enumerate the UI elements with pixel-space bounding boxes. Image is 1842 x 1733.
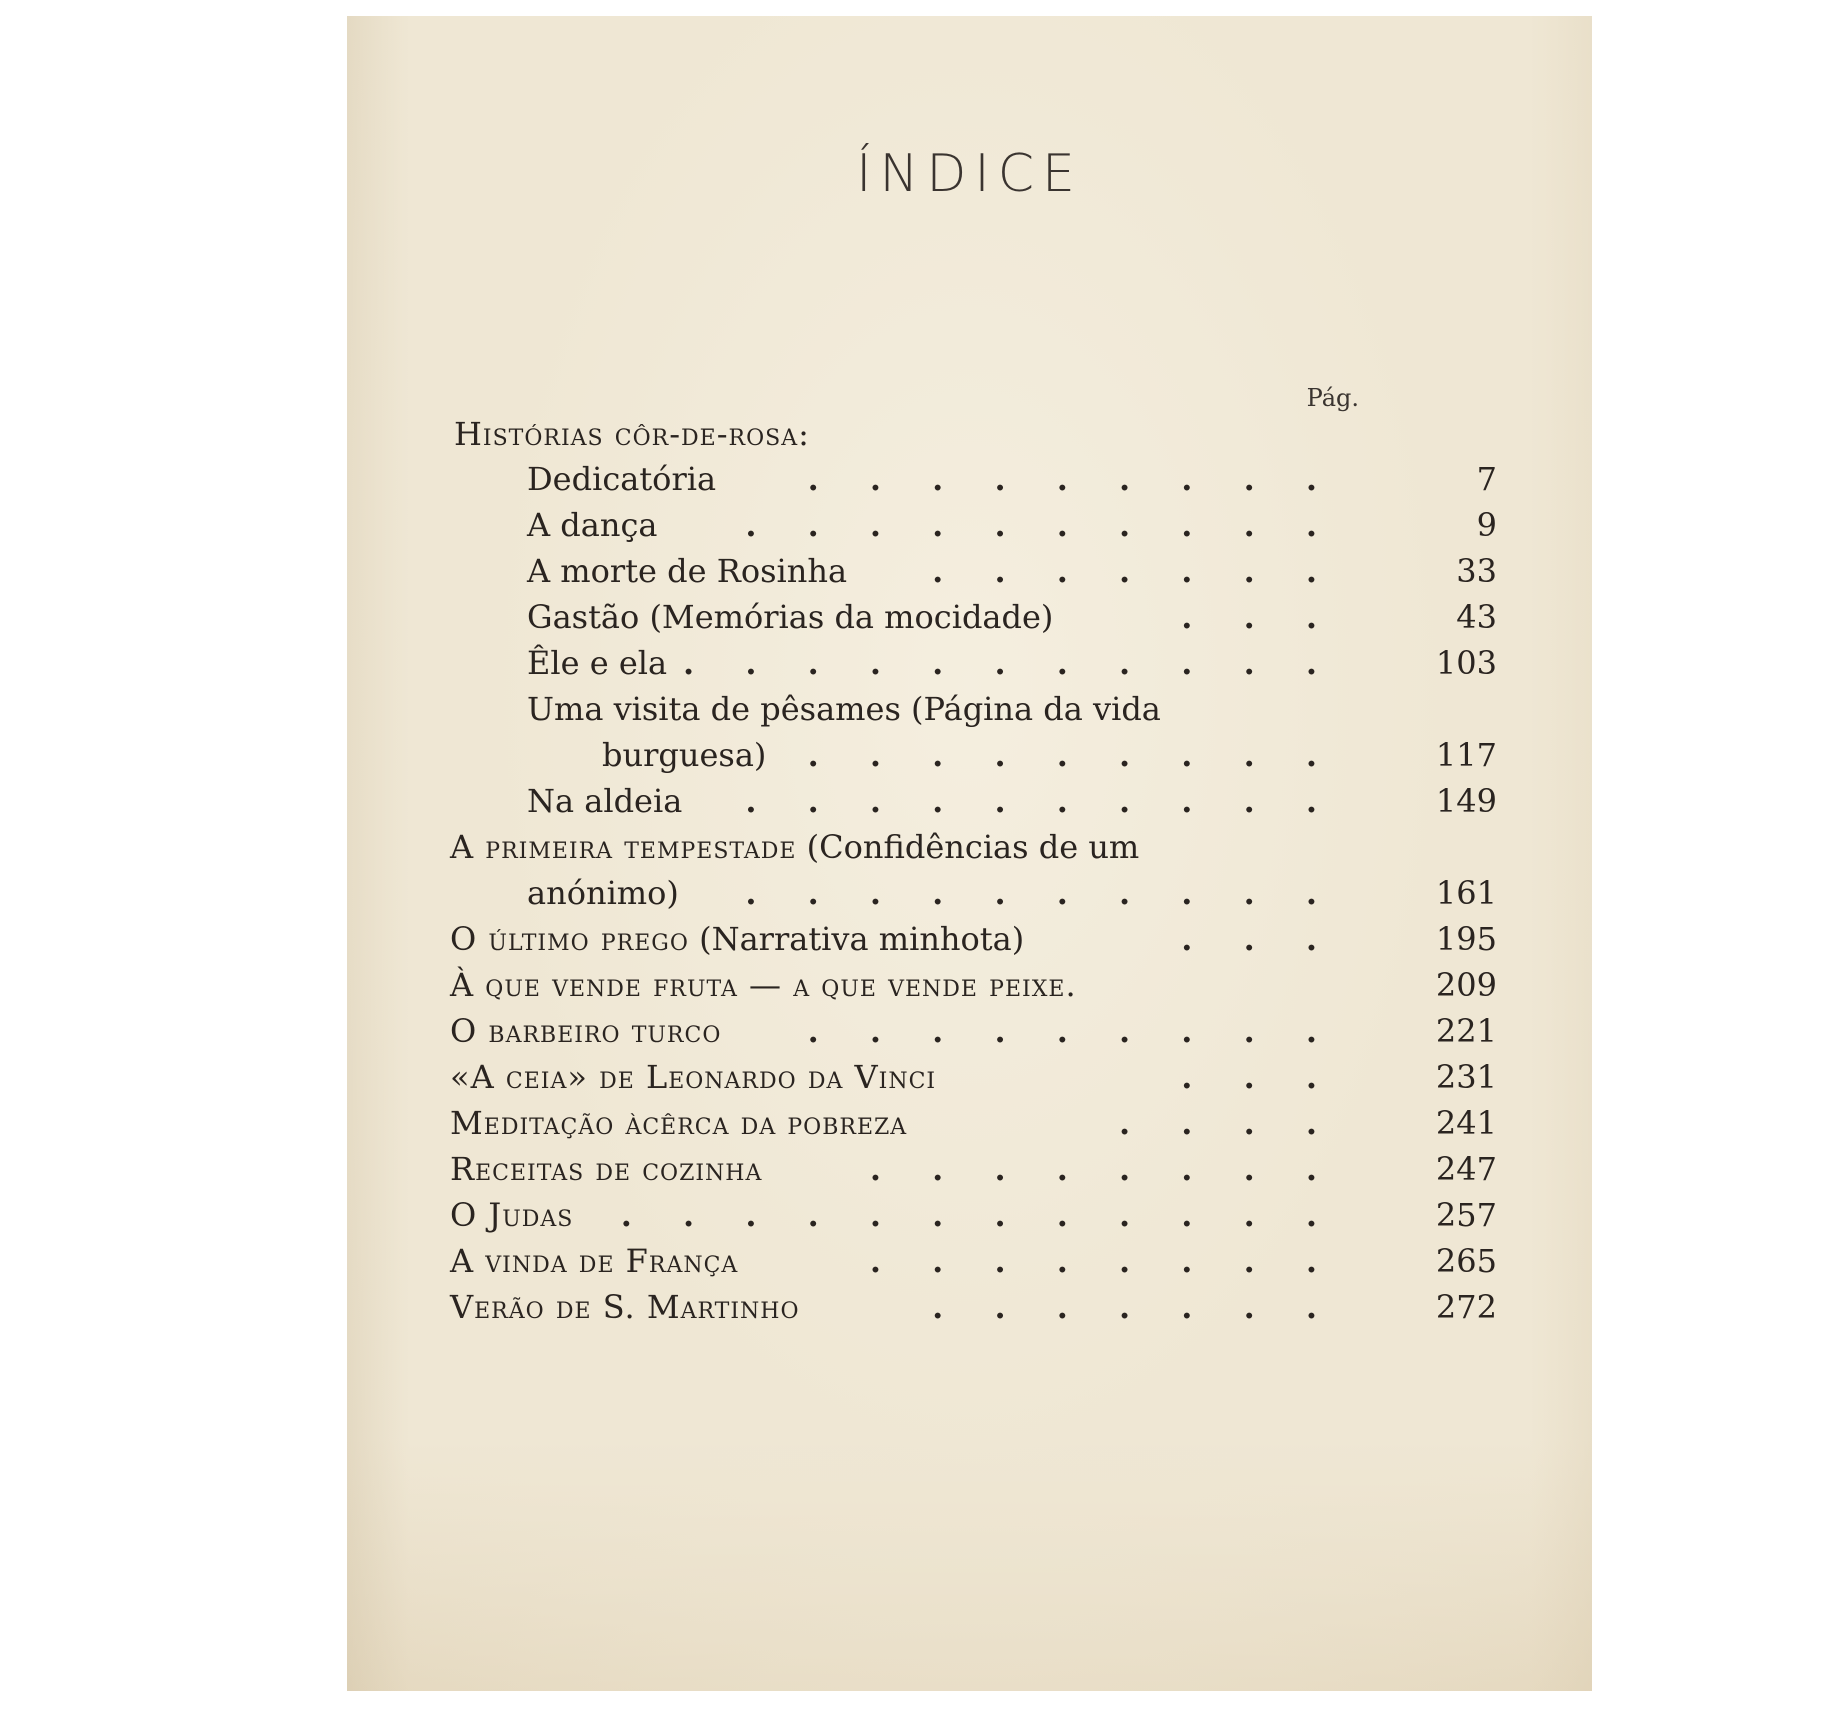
leader-dots: . . . . . . . — [932, 552, 1337, 590]
toc-entry — [450, 1100, 907, 1146]
toc-entry-title: Gastão (Memórias da mocidade) — [527, 598, 1054, 636]
toc-entry — [450, 1008, 721, 1054]
page-column-label: Pág. — [1306, 384, 1359, 412]
toc-entry-page: 103 — [1435, 644, 1497, 682]
toc-entry-subtitle: . — [1065, 966, 1076, 1004]
toc-entry-page: 257 — [1435, 1196, 1497, 1234]
leader-dots: . . . . . . . . . . . . — [620, 1196, 1337, 1234]
toc-entry-page: 33 — [1456, 552, 1497, 590]
toc-entry — [527, 778, 682, 824]
toc-entry-line2 — [527, 870, 679, 916]
toc-entry-page: 221 — [1435, 1012, 1497, 1050]
toc-entry — [450, 1192, 573, 1238]
toc-entry-title: Êle e ela — [527, 644, 668, 682]
table-of-contents — [347, 16, 1592, 1691]
toc-entry — [450, 1054, 936, 1100]
toc-entry-page: 43 — [1456, 598, 1497, 636]
toc-entry-title: Verão de S. Martinho — [450, 1288, 800, 1326]
toc-entry-page: 195 — [1435, 920, 1497, 958]
book-page — [347, 16, 1592, 1691]
toc-entry-title: Uma visita de pêsames (Página da vida — [527, 690, 1161, 728]
toc-entry-title: A morte de Rosinha — [527, 552, 848, 590]
toc-entry-title-cont: burguesa) — [602, 736, 767, 774]
leader-dots: . . . . . . . . . . — [745, 506, 1337, 544]
toc-entry-page: 247 — [1435, 1150, 1497, 1188]
toc-entry — [450, 962, 1076, 1008]
toc-entry-title: O barbeiro turco — [450, 1012, 722, 1050]
leader-dots: . . . . . . . . . . — [745, 782, 1337, 820]
toc-entry — [527, 548, 847, 594]
toc-entry — [450, 1284, 800, 1330]
toc-entry-page: 7 — [1476, 460, 1497, 498]
leader-dots: . . . . . . . . . — [807, 736, 1337, 774]
leader-dots: . . . . . . . . . . — [745, 874, 1337, 912]
toc-entry-title: A primeira tempestade — [450, 828, 797, 866]
leader-dots: . . . . . . . . — [869, 1242, 1337, 1280]
toc-entry-title: A dança — [527, 506, 658, 544]
toc-entry-title: Dedicatória — [527, 460, 717, 498]
toc-entry — [527, 594, 1053, 640]
toc-entry-line1 — [450, 824, 1139, 870]
toc-entry-subtitle: (Confidências de um — [796, 828, 1140, 866]
toc-entry-title: Meditação àcêrca da pobreza — [450, 1104, 908, 1142]
toc-entry-title: O Judas — [450, 1196, 574, 1234]
toc-entry-line2 — [602, 732, 766, 778]
toc-entry — [527, 640, 667, 686]
toc-entry-page: 149 — [1435, 782, 1497, 820]
leader-dots: . . . . . . . . . . . — [683, 644, 1337, 682]
leader-dots: . . . . — [1119, 1104, 1337, 1142]
leader-dots: . . . — [1181, 598, 1337, 636]
toc-entry-page: 231 — [1435, 1058, 1497, 1096]
leader-dots: . . . — [1181, 1058, 1337, 1096]
toc-entry-title: O último prego — [450, 920, 689, 958]
section-heading: Histórias côr-de-rosa: — [454, 415, 810, 453]
toc-entry — [527, 502, 657, 548]
toc-entry-title: Receitas de cozinha — [450, 1150, 763, 1188]
toc-entry — [450, 1146, 762, 1192]
toc-entry — [450, 916, 1024, 962]
toc-entry — [450, 1238, 738, 1284]
toc-entry-page: 117 — [1435, 736, 1497, 774]
leader-dots: . . . . . . . — [932, 1288, 1337, 1326]
page-title: ÍNDICE — [856, 144, 1083, 204]
toc-entry-page: 209 — [1435, 966, 1497, 1004]
toc-entry-title: Na aldeia — [527, 782, 683, 820]
toc-entry-page: 272 — [1435, 1288, 1497, 1326]
toc-entry-title-cont: anónimo) — [527, 874, 679, 912]
leader-dots: . . . . . . . . — [869, 1150, 1337, 1188]
leader-dots: . . . — [1181, 920, 1337, 958]
toc-entry-page: 9 — [1476, 506, 1497, 544]
leader-dots: . . . . . . . . . — [807, 460, 1337, 498]
toc-entry-page: 265 — [1435, 1242, 1497, 1280]
toc-entry-title: A vinda de França — [450, 1242, 739, 1280]
toc-entry-line1 — [527, 686, 1161, 732]
toc-entry-page: 161 — [1435, 874, 1497, 912]
leader-dots: . . . . . . . . . — [807, 1012, 1337, 1050]
toc-entry-page: 241 — [1435, 1104, 1497, 1142]
toc-entry — [527, 456, 716, 502]
toc-entry-title: «A ceia» de Leonardo da Vinci — [450, 1058, 937, 1096]
toc-entry-title: À que vende fruta — a que vende peixe — [450, 966, 1066, 1004]
toc-entry-subtitle: (Narrativa minhota) — [688, 920, 1025, 958]
